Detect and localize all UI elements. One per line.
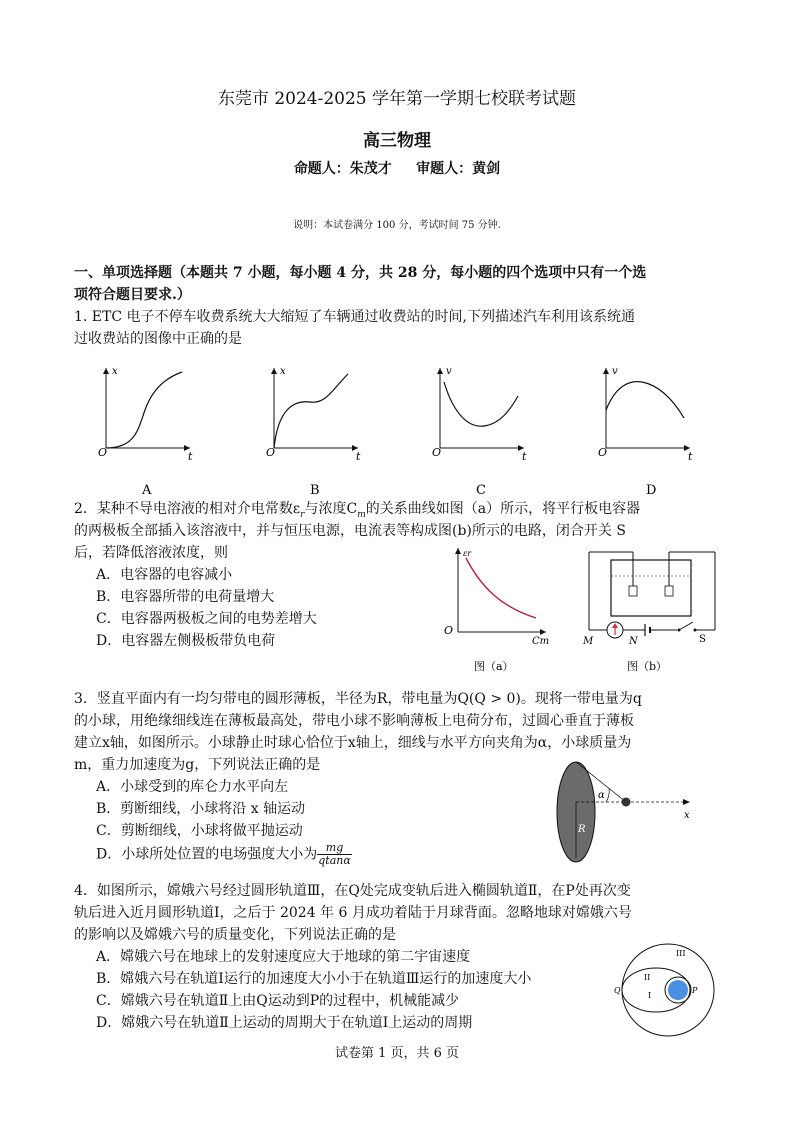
q1b-origin: O: [266, 446, 276, 459]
q1-graph-b: [266, 366, 361, 498]
section-heading: 一、单项选择题（本题共 7 小题，每小题 4 分，共 28 分，每小题的四个选项中只有一个选: [74, 265, 647, 281]
q3-x-label: x: [684, 810, 690, 821]
q2-stem-cont2: 后，若降低溶液浓度，则: [74, 545, 228, 561]
q3-option-a: A．小球受到的库仑力水平向左: [96, 779, 289, 795]
q2-stem-cont: 的两极板全部插入该溶液中，并与恒压电源，电流表等构成图(b)所示的电路，闭合开关 S: [74, 523, 626, 539]
q1b-caption: B: [310, 483, 320, 498]
q4-figure: [612, 940, 718, 1040]
q4-label-ii: II: [644, 973, 651, 982]
page-footer: 试卷第 1 页，共 6 页: [334, 1046, 460, 1061]
q4-option-d: D．嫦娥六号在轨道Ⅱ上运动的周期大于在轨道Ⅰ上运动的周期: [96, 1015, 473, 1031]
q1-stem-cont: 过收费站的图像中正确的是: [74, 331, 242, 347]
exam-title: 东莞市 2024-2025 学年第一学期七校联考试题: [217, 89, 577, 109]
q3-alpha-label: α: [598, 790, 605, 801]
q2-option-d: D．电容器左侧极板带负电荷: [96, 633, 276, 649]
q3-figure: [548, 760, 708, 870]
subject-title: 高三物理: [363, 131, 431, 151]
q4-stem-cont: 轨后进入近月圆形轨道Ⅰ，之后于 2024 年 6 月成功着陆于月球背面。忽略地球对嫦娥六号: [74, 905, 632, 921]
q3-r-label: R: [578, 824, 586, 835]
q2-option-c: C．电容器两极板之间的电势差增大: [96, 611, 317, 627]
charged-ball: [622, 798, 631, 807]
q2b-label-n: N: [629, 636, 638, 647]
q1d-origin: O: [598, 446, 608, 459]
q1-stem: 1. ETC 电子不停车收费系统大大缩短了车辆通过收费站的时间,下列描述汽车利用该系统通: [74, 309, 635, 325]
q1-graphs: [80, 360, 720, 500]
q1a-caption: A: [142, 483, 152, 498]
q1a-origin: O: [98, 446, 108, 459]
exam-note: 说明：本试卷满分 100 分，考试时间 75 分钟.: [293, 220, 501, 231]
authors-line: 命题人：朱茂才 审题人：黄剑: [293, 161, 501, 177]
q1-graph-c: [432, 366, 527, 498]
q2a-caption: 图（a）: [474, 660, 514, 673]
q2b-label-m: M: [583, 636, 594, 647]
q4-label-i: I: [648, 991, 652, 1000]
q4-stem: 4．如图所示，嫦娥六号经过圆形轨道Ⅲ，在Q处完成变轨后进入椭圆轨道Ⅱ，在P处再次变: [74, 883, 631, 899]
q1d-caption: D: [646, 483, 657, 498]
q3-option-d: D．小球所处位置的电场强度大小为 $\frac{mg}{qtan\alpha}$: [96, 841, 351, 867]
q4-label-iii: III: [676, 949, 686, 958]
q3-stem: 3．竖直平面内有一均匀带电的圆形薄板，半径为R，带电量为Q(Q > 0)。现将一带电量为q: [74, 691, 642, 707]
q1c-ylabel: v: [446, 366, 452, 377]
q2b-label-s: S: [699, 634, 706, 645]
q1d-xlabel: t: [688, 450, 693, 463]
q1-graph-d: [598, 366, 693, 498]
q2-curve: [466, 558, 536, 618]
q2-figures: [436, 542, 726, 677]
q2a-xlabel: Cm: [532, 636, 550, 647]
q3-option-b: B．剪断细线，小球将沿 x 轴运动: [96, 801, 306, 817]
q4-option-b: B．嫦娥六号在轨道Ⅰ运行的加速度大小小于在轨道Ⅲ运行的加速度大小: [96, 971, 532, 987]
q1c-caption: C: [476, 483, 486, 498]
q2-stem: 2．某种不导电溶液的相对介电常数$\varepsilon_r$与浓度$C_m$的关系曲线如图（a）所示，将平行板电容器: [74, 501, 641, 520]
q2-fig-b: [582, 552, 715, 673]
q1d-ylabel: v: [612, 366, 618, 377]
q1c-origin: O: [432, 446, 442, 459]
q3-stem-cont: 的小球，用绝缘细线连在薄板最高处，带电小球不影响薄板上电荷分布，过圆心垂直于薄板: [74, 713, 634, 729]
q4-label-p: P: [692, 986, 698, 995]
moon: [668, 980, 688, 1000]
q3-stem-cont2: 建立x轴，如图所示。小球静止时球心恰位于x轴上，细线与水平方向夹角为α，小球质量为: [74, 735, 632, 751]
q1-graph-a: [98, 366, 193, 498]
q2-option-a: A．电容器的电容减小: [96, 567, 233, 583]
q3-option-c: C．剪断细线，小球将做平抛运动: [96, 823, 303, 839]
q4-option-a: A．嫦娥六号在地球上的发射速度应大于地球的第二宇宙速度: [96, 949, 471, 965]
q4-label-q: Q: [614, 986, 621, 995]
section-heading-cont: 项符合题目要求.）: [74, 287, 191, 303]
q2-option-b: B．电容器所带的电荷量增大: [96, 589, 275, 605]
q2a-origin: O: [444, 624, 454, 637]
q1c-xlabel: t: [522, 450, 527, 463]
q2a-ylabel: εr: [463, 549, 472, 558]
q3-stem-cont3: m，重力加速度为g，下列说法正确的是: [74, 757, 321, 773]
q1a-ylabel: x: [112, 366, 118, 377]
q2b-caption: 图（b）: [627, 660, 668, 673]
q2-fig-a: [444, 548, 549, 673]
q4-option-c: C．嫦娥六号在轨道Ⅱ上由Q运动到P的过程中，机械能减少: [96, 993, 460, 1009]
q1b-xlabel: t: [356, 450, 361, 463]
q4-stem-cont2: 的影响以及嫦娥六号的质量变化，下列说法正确的是: [74, 927, 396, 943]
q1a-xlabel: t: [188, 450, 193, 463]
q1b-ylabel: x: [280, 366, 286, 377]
